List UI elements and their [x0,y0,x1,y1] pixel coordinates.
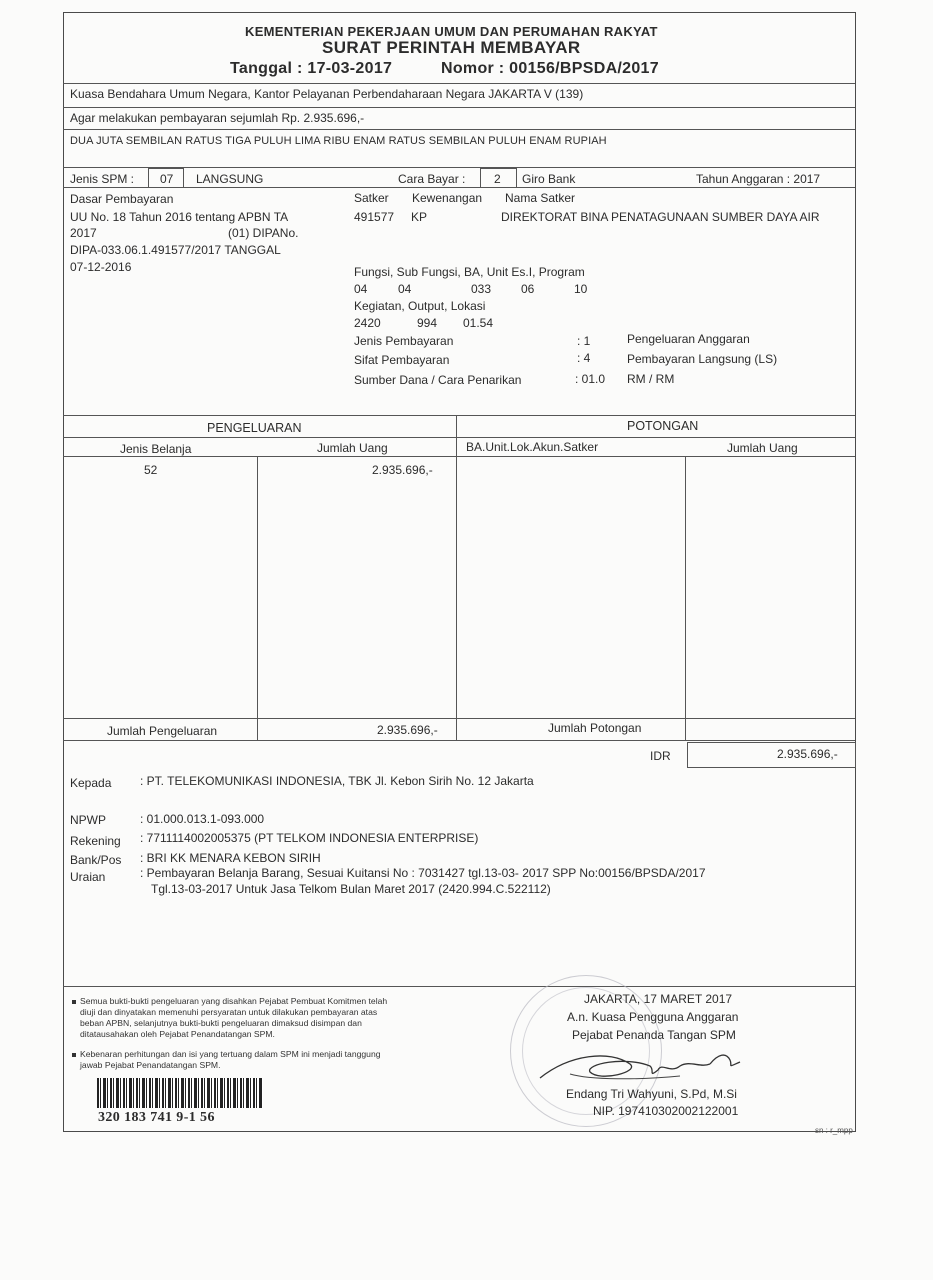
signature-role: A.n. Kuasa Pengguna Anggaran [567,1010,739,1024]
uraian-label: Uraian [70,870,106,884]
handwritten-signature [530,1044,750,1090]
kepada-label: Kepada [70,776,112,790]
cara-bayar-code: 2 [494,172,501,186]
note-line: jawab Pejabat Penandatangan SPM. [80,1060,221,1070]
bank-label: Bank/Pos [70,853,122,867]
jenis-pembayaran-label: Jenis Pembayaran [354,334,454,348]
jenis-pembayaran-value: : 1 [577,334,591,348]
unit-code: 06 [521,282,535,296]
jenis-spm-code: 07 [160,172,174,186]
jenis-pembayaran-desc: Pengeluaran Anggaran [627,332,750,346]
note-line: ditatausahakan oleh Pejabat Penandatangan SPM. [80,1029,275,1039]
table-top-border [63,415,855,416]
dasar-line: 2017 [70,226,97,240]
note-line: diuji dan dinyatakan memenuhi persyaratan untuk dilakukan pembayaran atas [80,1007,378,1017]
divider [63,107,855,108]
dasar-line: DIPA-033.06.1.491577/2017 TANGGAL [70,243,281,257]
nama-satker-header: Nama Satker [505,191,576,205]
kewenangan-header: Kewenangan [412,191,483,205]
dasar-label: Dasar Pembayaran [70,192,174,206]
cara-bayar-name: Giro Bank [522,172,576,186]
signature-place-date: JAKARTA, 17 MARET 2017 [584,992,733,1006]
idr-value: 2.935.696,- [777,747,838,761]
kegiatan-code: 2420 [354,316,381,330]
kepada-value: : PT. TELEKOMUNIKASI INDONESIA, TBK Jl. Kebon Sirih No. 12 Jakarta [140,774,534,788]
document-number: Nomor : 00156/BPSDA/2017 [441,60,659,77]
document-title: SURAT PERINTAH MEMBAYAR [322,38,581,57]
table-cell-jumlah: 2.935.696,- [372,463,433,477]
note-item: Kebenaran perhitungan dan isi yang tertuang dalam SPM ini menjadi tanggung [72,1049,381,1060]
satker-header: Satker [354,191,389,205]
agar-line: Agar melakukan pembayaran sejumlah Rp. 2.935.696,- [70,111,365,125]
divider [63,83,855,84]
sifat-pembayaran-desc: Pembayaran Langsung (LS) [627,352,778,366]
total-pengeluaran-label: Jumlah Pengeluaran [107,724,218,738]
total-pengeluaran-value: 2.935.696,- [377,723,438,737]
divider [63,986,855,987]
table-divider [685,456,686,740]
rekening-value: : 7711114002005375 (PT TELKOM INDONESIA ENTERPRISE) [140,831,479,845]
fungsi-label: Fungsi, Sub Fungsi, BA, Unit Es.I, Program [354,265,585,279]
signatory-nip: NIP. 197410302002122001 [593,1104,739,1118]
table-columns-border [63,456,855,457]
divider [63,129,855,130]
sumber-dana-label: Sumber Dana / Cara Penarikan [354,373,522,387]
col-jumlah-uang-potongan: Jumlah Uang [727,441,798,455]
sumber-dana-desc: RM / RM [627,372,675,386]
table-bottom-border [63,740,855,741]
program-code: 10 [574,282,588,296]
note-item: Semua bukti-bukti pengeluaran yang disahkan Pejabat Pembuat Komitmen telah [72,996,387,1007]
note-line: beban APBN, selanjutnya bukti-bukti pengeluaran dimaksud disimpan dan [80,1018,362,1028]
barcode [97,1078,263,1108]
signatory-name: Endang Tri Wahyuni, S.Pd, M.Si [566,1087,737,1101]
cara-bayar-label: Cara Bayar : [398,172,466,186]
npwp-value: : 01.000.013.1-093.000 [140,812,265,826]
ministry-name: KEMENTERIAN PEKERJAAN UMUM DAN PERUMAHAN RAKYAT [245,24,658,39]
dasar-line: UU No. 18 Tahun 2016 tentang APBN TA [70,210,289,224]
barcode-number: 320 183 741 9-1 56 [98,1110,215,1125]
lokasi-code: 01.54 [463,316,494,330]
subfungsi-code: 04 [398,282,412,296]
pengeluaran-header: PENGELUARAN [207,421,302,435]
table-total-border [63,718,855,719]
rekening-label: Rekening [70,834,121,848]
idr-label: IDR [650,749,671,763]
sifat-pembayaran-value: : 4 [577,351,591,365]
col-jenis-belanja: Jenis Belanja [120,442,192,456]
document-date: Tanggal : 17-03-2017 [230,60,393,77]
output-code: 994 [417,316,438,330]
tahun-anggaran: Tahun Anggaran : 2017 [696,172,821,186]
bank-value: : BRI KK MENARA KEBON SIRIH [140,851,321,865]
kegiatan-label: Kegiatan, Output, Lokasi [354,299,486,313]
total-potongan-label: Jumlah Potongan [548,721,642,735]
table-divider [456,415,457,740]
dasar-line: 07-12-2016 [70,260,132,274]
kuasa-line: Kuasa Bendahara Umum Negara, Kantor Pelayanan Perbendaharaan Negara JAKARTA V (139) [70,87,584,101]
signature-role: Pejabat Penanda Tangan SPM [572,1028,736,1042]
ba-code: 033 [471,282,492,296]
potongan-header: POTONGAN [627,419,699,433]
divider [63,187,855,188]
uraian-line: Tgl.13-03-2017 Untuk Jasa Telkom Bulan Maret 2017 (2420.994.C.522112) [151,882,551,896]
npwp-label: NPWP [70,813,106,827]
satker-code: 491577 [354,210,395,224]
amount-in-words: DUA JUTA SEMBILAN RATUS TIGA PULUH LIMA RIBU ENAM RATUS SEMBILAN PULUH ENAM RUPIAH [70,135,607,147]
table-header-border [63,437,855,438]
table-cell-jenis: 52 [144,463,158,477]
sumber-dana-value: : 01.0 [575,372,606,386]
jenis-spm-label: Jenis SPM : [70,172,135,186]
table-divider [257,456,258,740]
nama-satker-value: DIREKTORAT BINA PENATAGUNAAN SUMBER DAYA AIR [501,210,820,224]
col-jumlah-uang: Jumlah Uang [317,441,388,455]
sifat-pembayaran-label: Sifat Pembayaran [354,353,450,367]
uraian-line: : Pembayaran Belanja Barang, Sesuai Kuitansi No : 7031427 tgl.13-03- 2017 SPP No:00156/BPSDA/2017 [140,866,706,880]
fungsi-code: 04 [354,282,368,296]
jenis-spm-name: LANGSUNG [196,172,264,186]
kewenangan-value: KP [411,210,428,224]
footer-code: sn : r_mpp [815,1126,853,1135]
col-ba-unit: BA.Unit.Lok.Akun.Satker [466,440,599,454]
dasar-line: (01) DIPANo. [228,226,299,240]
